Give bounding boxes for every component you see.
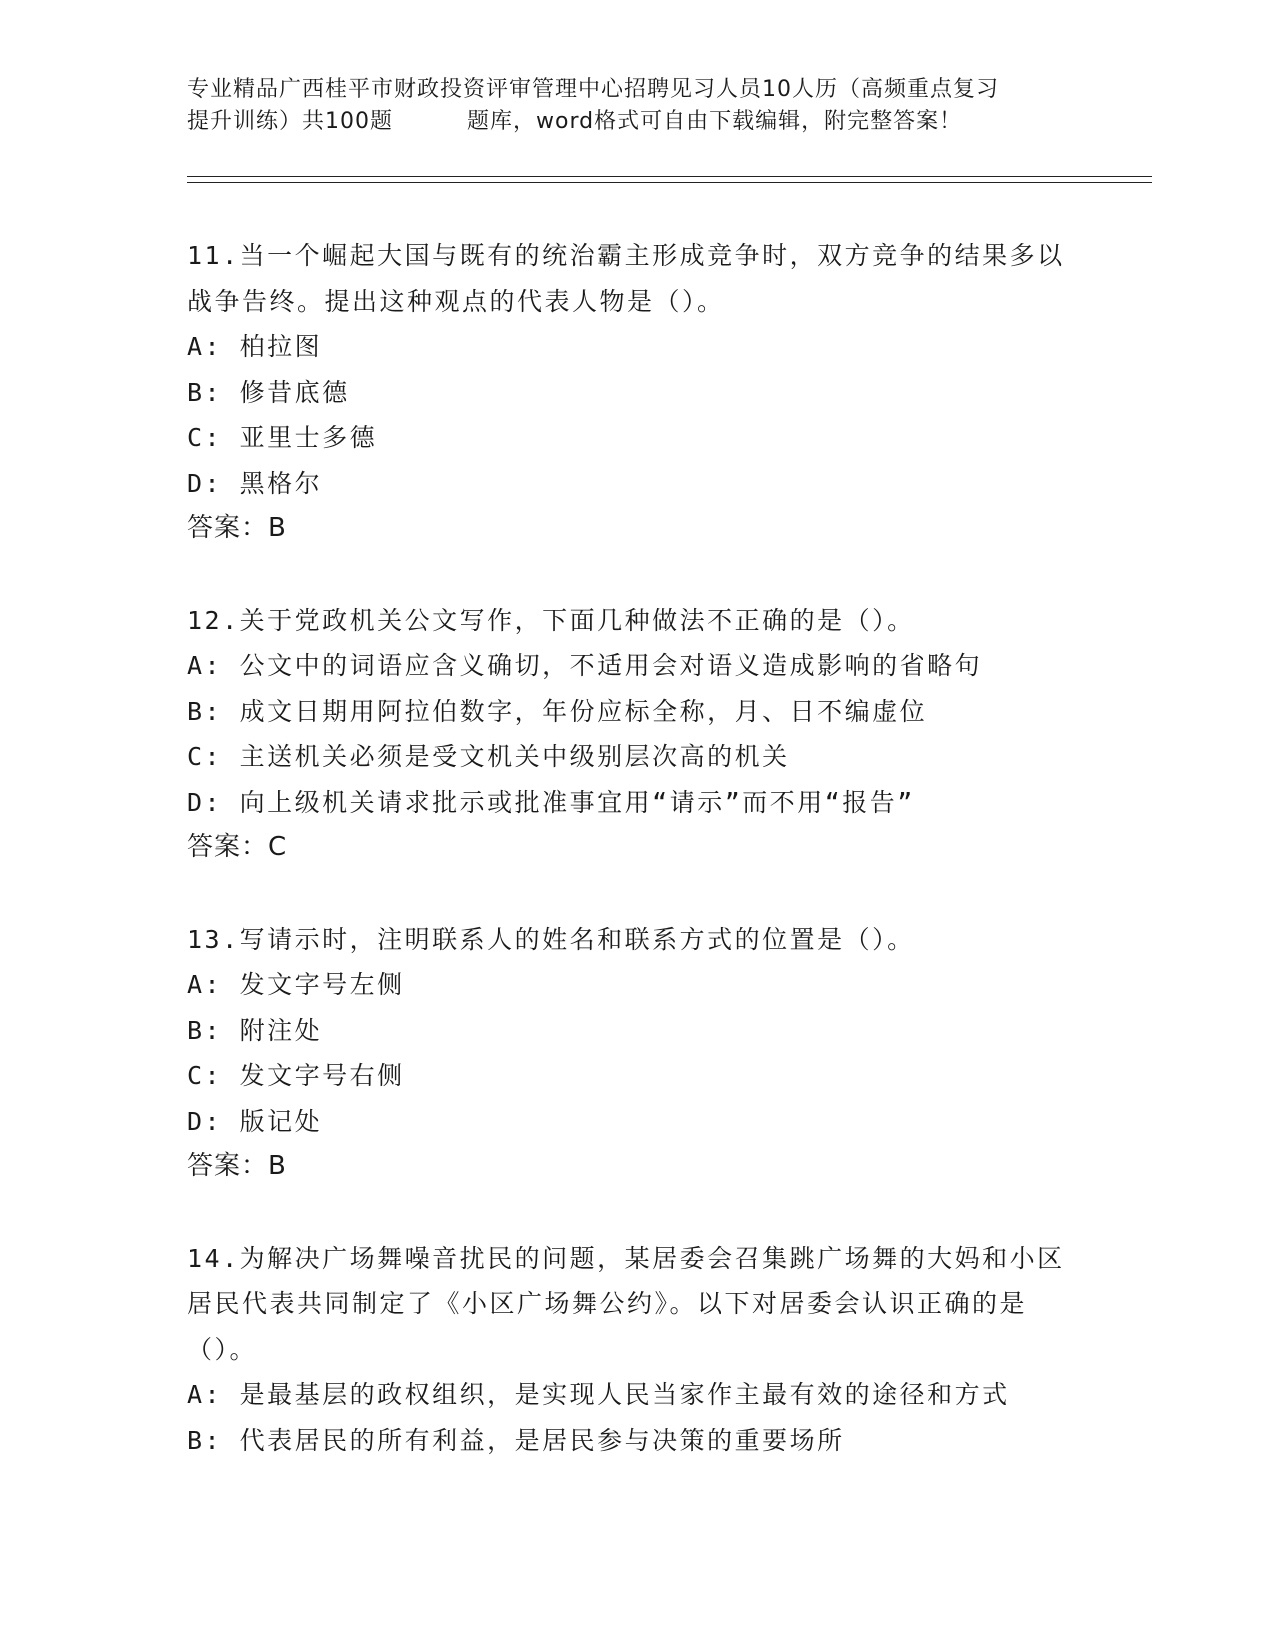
question-option: D: 黑格尔 [187, 468, 323, 498]
question-item [187, 917, 1087, 1190]
question-item [187, 233, 1087, 552]
question-stem: 13.写请示时，注明联系人的姓名和联系方式的位置是（）。 [187, 924, 915, 954]
question-option: B: 附注处 [187, 1015, 323, 1045]
question-option: C: 亚里士多德 [187, 423, 378, 452]
question-stem: 14.为解决广场舞噪音扰民的问题，某居委会召集跳广场舞的大妈和小区居民代表共同制定了《小区广场舞公约》。以下对居委会认识正确的是（）。 [187, 1243, 1065, 1364]
header-title-line2-right: 题库，word格式可自由下载编辑，附完整答案！ [467, 109, 963, 134]
question-option: C: 发文字号右侧 [187, 1061, 405, 1090]
question-option: A: 公文中的词语应含义确切，不适用会对语义造成影响的省略句 [187, 651, 983, 680]
header-title-line1: 专业精品广西桂平市财政投资评审管理中心招聘见习人员10人历（高频重点复习 [187, 77, 999, 102]
question-answer: 答案：B [187, 513, 287, 543]
question-option: D: 向上级机关请求批示或批准事宜用“请示”而不用“报告” [187, 787, 915, 817]
question-option: A: 柏拉图 [187, 332, 323, 361]
question-option: B: 代表居民的所有利益，是居民参与决策的重要场所 [187, 1425, 845, 1455]
question-option: C: 主送机关必须是受文机关中级别层次高的机关 [187, 742, 790, 771]
header-title-line2-left: 提升训练）共100题 [187, 109, 393, 134]
document-header [187, 74, 1087, 138]
question-option: D: 版记处 [187, 1106, 323, 1136]
header-divider-top [187, 176, 1152, 177]
header-title-line2 [187, 106, 1087, 138]
question-option: B: 修昔底德 [187, 377, 350, 407]
question-stem: 12.关于党政机关公文写作，下面几种做法不正确的是（）。 [187, 605, 915, 635]
question-item [187, 598, 1087, 871]
question-option: A: 是最基层的政权组织，是实现人民当家作主最有效的途径和方式 [187, 1380, 1010, 1409]
question-answer: 答案：C [187, 832, 288, 862]
question-option: A: 发文字号左侧 [187, 970, 405, 999]
question-list [187, 233, 1087, 1509]
question-option: B: 成文日期用阿拉伯数字，年份应标全称，月、日不编虚位 [187, 696, 928, 726]
question-answer: 答案：B [187, 1151, 287, 1181]
header-divider-bottom [187, 182, 1152, 183]
question-item [187, 1236, 1087, 1464]
question-stem: 11.当一个崛起大国与既有的统治霸主形成竞争时，双方竞争的结果多以战争告终。提出这种观点的代表人物是（）。 [187, 241, 1065, 316]
